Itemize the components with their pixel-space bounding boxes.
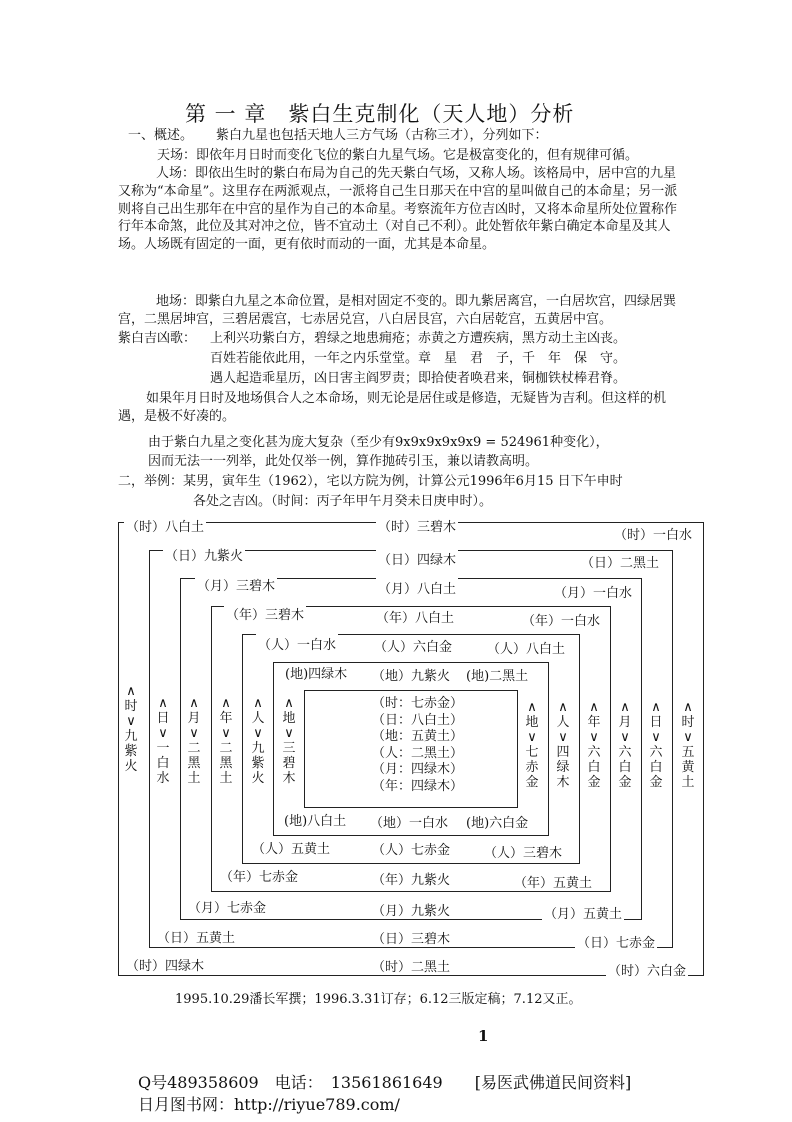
hour-bottom-left: （时）四绿木 bbox=[124, 955, 206, 974]
hour-bottom-right: （时）六白金 bbox=[606, 960, 688, 979]
hour-left: ∧时∨九紫火 bbox=[124, 684, 138, 774]
hour-top-center: （时）三碧木 bbox=[376, 516, 458, 535]
day-top-right: （日）二黑土 bbox=[579, 552, 661, 571]
day-bottom-center: （日）三碧木 bbox=[370, 928, 452, 947]
hour-bottom-center: （时）二黑土 bbox=[370, 956, 452, 975]
person-top-right: （人）八白土 bbox=[485, 638, 567, 657]
month-right: ∧月∨六白金 bbox=[618, 700, 632, 790]
hour-top-right: （时）一白水 bbox=[612, 524, 694, 543]
example-intro-line: 因而无法一一列举，此处仅举一例，算作抛砖引玉，兼以请教高明。 bbox=[148, 454, 539, 469]
earth-top-right: (地)二黑土 bbox=[464, 665, 530, 684]
song-line-1: 上利兴功紫白方，碧绿之地患痈疮；赤黄之方遭疾病，黑方动土主凶丧。 bbox=[210, 331, 627, 346]
earth-bottom-center: （地）一白水 bbox=[368, 812, 450, 831]
day-top-left: （日）九紫火 bbox=[163, 545, 245, 564]
footer-website: 日月图书网：http://riyue789.com/ bbox=[138, 1095, 400, 1114]
day-bottom-left: （日）五黄土 bbox=[155, 927, 237, 946]
song-label: 紫白吉凶歌： bbox=[118, 331, 197, 346]
month-top-center: （月）八白土 bbox=[376, 578, 458, 597]
month-bottom-center: （月）九紫火 bbox=[370, 900, 452, 919]
year-top-left: （年）三碧木 bbox=[224, 604, 306, 623]
year-left: ∧年∨二黑土 bbox=[219, 696, 233, 786]
day-top-center: （日）四绿木 bbox=[376, 549, 458, 568]
di-field-text: 地场：即紫白九星之本命位置，是相对固定不变的。即九紫居离宫，一白居坎宫，四绿居巽宫，二黑居坤宫，三碧居震宫，七赤居兑宫，八白居艮宫，六白居乾宫，五黄居中宫。 bbox=[118, 294, 677, 327]
page-number: 1 bbox=[478, 1027, 489, 1045]
earth-left: ∧地∨三碧木 bbox=[282, 696, 296, 786]
month-top-left: （月）三碧木 bbox=[195, 575, 277, 594]
example-line-2: 各处之吉凶。（时间：丙子年甲午月癸未日庚申时）。 bbox=[193, 494, 493, 509]
person-bottom-left: （人）五黄土 bbox=[250, 838, 332, 857]
author-signature: 1995.10.29潘长军撰；1996.3.31订存；6.12三版定稿；7.12又正。 bbox=[175, 992, 582, 1007]
person-bottom-center: （人）七赤金 bbox=[370, 839, 452, 858]
day-right: ∧日∨六白金 bbox=[649, 700, 663, 790]
hour-top-left: （时）八白土 bbox=[124, 516, 206, 535]
song-line-3: 遇人起造乖星历，凶日害主阎罗责；即拾使者唤君来，铜枷铁杖棒君脊。 bbox=[210, 371, 627, 386]
earth-right: ∧地∨七赤金 bbox=[525, 700, 539, 790]
month-bottom-right: （月）五黄土 bbox=[542, 903, 624, 922]
complexity-line: 由于紫白九星之变化甚为庞大复杂（至少有9x9x9x9x9x9 = 524961种变化）， bbox=[148, 435, 609, 450]
person-bottom-right: （人）三碧木 bbox=[482, 842, 564, 861]
ren-field-text: 人场：即依出生时的紫白布局为自己的先天紫白气场，又称人场。该格局中，居中宫的九星又称为“本命星”。这里存在两派观点，一派将自己生日那天在中宫的星叫做自己的本命星；另一派则将自己出生那年在中宫的星作为自己的本命星。考察流年方位吉凶时，又将本命星所处位置称作行年本命煞，此位及其对冲之位，皆不宜动土（对自己不利）。此处暂依年紫白确定本命星及其人场。人场既有固定的一面，更有依时而动的一面，尤其是本命星。 bbox=[118, 166, 678, 253]
footer-contact: Q号489358609 电话： 13561861649 [易医武佛道民间资料] bbox=[138, 1073, 632, 1092]
person-top-left: （人）一白水 bbox=[256, 634, 338, 653]
person-top-center: （人）六白金 bbox=[372, 636, 454, 655]
center-star-day: （日：八白土） bbox=[372, 712, 464, 728]
month-top-right: （月）一白水 bbox=[552, 582, 634, 601]
hour-right: ∧时∨五黄土 bbox=[681, 700, 695, 790]
chapter-title: 第 一 章 紫白生克制化（天人地）分析 bbox=[185, 102, 575, 126]
center-star-year: （年：四绿木） bbox=[372, 778, 464, 794]
tian-field-text: 天场：即依年月日时而变化飞位的紫白九星气场。它是极富变化的，但有规律可循。 bbox=[157, 148, 639, 163]
day-left: ∧日∨一白水 bbox=[156, 696, 170, 786]
month-bottom-left: （月）七赤金 bbox=[186, 897, 268, 916]
year-bottom-center: （年）九紫火 bbox=[370, 869, 452, 888]
day-bottom-right: （日）七赤金 bbox=[575, 932, 657, 951]
conclusion-paragraph: 如果年月日时及地场俱合人之本命场，则无论是居住或是修造，无疑皆为吉利。但这样的机遇，是极不好凑的。 bbox=[118, 391, 667, 424]
center-star-earth: （地：五黄土） bbox=[372, 729, 464, 744]
year-top-right: （年）一白水 bbox=[520, 610, 602, 629]
person-right: ∧人∨四绿木 bbox=[556, 700, 570, 790]
example-line-1: 二，举例：某男，寅年生（1962），宅以方院为例，计算公元1996年6月15 日下午申时 bbox=[118, 474, 623, 489]
year-bottom-left: （年）七赤金 bbox=[218, 866, 300, 885]
earth-top-left: (地)四绿木 bbox=[283, 663, 349, 682]
year-top-center: （年）八白土 bbox=[374, 607, 456, 626]
center-star-month: （月：四绿木） bbox=[372, 762, 464, 777]
year-right: ∧年∨六白金 bbox=[587, 700, 601, 790]
person-left: ∧人∨九紫火 bbox=[251, 696, 265, 786]
year-bottom-right: （年）五黄土 bbox=[512, 872, 594, 891]
earth-bottom-right: (地)六白金 bbox=[464, 812, 530, 831]
overview-heading: 一、概述。 bbox=[128, 128, 194, 143]
center-star-person: （人：二黑土） bbox=[372, 745, 464, 761]
earth-bottom-left: (地)八白土 bbox=[282, 810, 348, 829]
earth-top-center: （地）九紫火 bbox=[370, 665, 452, 684]
center-stars bbox=[372, 696, 463, 795]
center-star-hour: （时：七赤金） bbox=[372, 696, 464, 711]
overview-line: 紫白九星也包括天地人三方气场（古称三才），分列如下： bbox=[216, 128, 548, 143]
song-line-2: 百姓若能依此用，一年之内乐堂堂。章 星 君 子，千 年 保 守。 bbox=[210, 351, 627, 366]
month-left: ∧月∨二黑土 bbox=[187, 696, 201, 786]
